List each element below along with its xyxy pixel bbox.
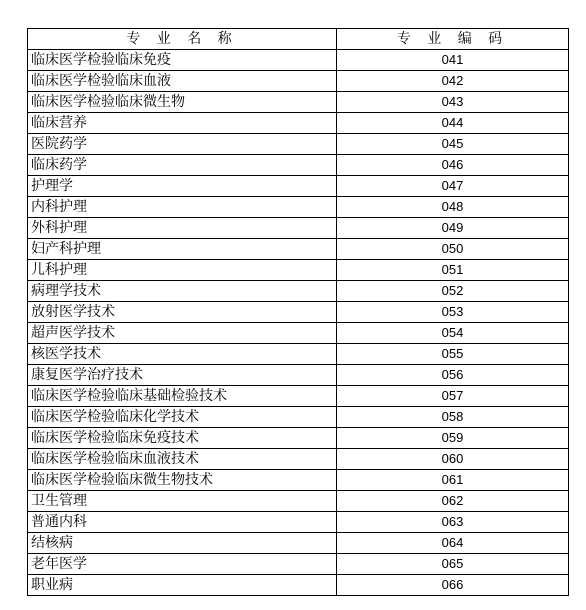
table-row xyxy=(28,134,569,155)
major-name-cell: 老年医学 xyxy=(28,554,337,575)
major-name-cell: 儿科护理 xyxy=(28,260,337,281)
table-row xyxy=(28,365,569,386)
major-code-cell: 056 xyxy=(337,365,569,386)
major-code-cell: 062 xyxy=(337,491,569,512)
major-code-cell: 065 xyxy=(337,554,569,575)
table-row xyxy=(28,575,569,596)
table-row xyxy=(28,71,569,92)
major-name-cell: 康复医学治疗技术 xyxy=(28,365,337,386)
table-row xyxy=(28,113,569,134)
table-row xyxy=(28,92,569,113)
major-name-cell: 外科护理 xyxy=(28,218,337,239)
major-code-cell: 046 xyxy=(337,155,569,176)
major-code-cell: 058 xyxy=(337,407,569,428)
major-code-cell: 061 xyxy=(337,470,569,491)
table-row xyxy=(28,533,569,554)
major-code-cell: 051 xyxy=(337,260,569,281)
header-major-name: 专 业 名 称 xyxy=(28,29,337,50)
major-code-cell: 047 xyxy=(337,176,569,197)
major-code-cell: 054 xyxy=(337,323,569,344)
majors-table xyxy=(27,28,569,596)
table-row xyxy=(28,323,569,344)
major-name-cell: 临床医学检验临床免疫 xyxy=(28,50,337,71)
major-name-cell: 临床医学检验临床血液 xyxy=(28,71,337,92)
table-row xyxy=(28,512,569,533)
major-code-cell: 041 xyxy=(337,50,569,71)
major-name-cell: 临床营养 xyxy=(28,113,337,134)
major-code-cell: 064 xyxy=(337,533,569,554)
major-code-cell: 042 xyxy=(337,71,569,92)
major-code-cell: 066 xyxy=(337,575,569,596)
major-name-cell: 超声医学技术 xyxy=(28,323,337,344)
major-name-cell: 卫生管理 xyxy=(28,491,337,512)
major-name-cell: 普通内科 xyxy=(28,512,337,533)
major-name-cell: 临床医学检验临床基础检验技术 xyxy=(28,386,337,407)
major-name-cell: 临床医学检验临床血液技术 xyxy=(28,449,337,470)
table-row xyxy=(28,281,569,302)
major-code-cell: 048 xyxy=(337,197,569,218)
major-name-cell: 职业病 xyxy=(28,575,337,596)
table-row xyxy=(28,491,569,512)
major-code-cell: 053 xyxy=(337,302,569,323)
major-code-cell: 043 xyxy=(337,92,569,113)
table-row xyxy=(28,155,569,176)
table-row xyxy=(28,50,569,71)
major-name-cell: 临床医学检验临床微生物技术 xyxy=(28,470,337,491)
table-row xyxy=(28,239,569,260)
table-row xyxy=(28,302,569,323)
header-major-code: 专 业 编 码 xyxy=(337,29,569,50)
table-row xyxy=(28,218,569,239)
major-name-cell: 妇产科护理 xyxy=(28,239,337,260)
major-code-cell: 063 xyxy=(337,512,569,533)
table-row xyxy=(28,197,569,218)
table-row xyxy=(28,407,569,428)
major-name-cell: 结核病 xyxy=(28,533,337,554)
major-code-cell: 059 xyxy=(337,428,569,449)
table-row xyxy=(28,260,569,281)
table-header-row xyxy=(28,29,569,50)
major-name-cell: 病理学技术 xyxy=(28,281,337,302)
major-name-cell: 医院药学 xyxy=(28,134,337,155)
major-name-cell: 放射医学技术 xyxy=(28,302,337,323)
major-code-cell: 045 xyxy=(337,134,569,155)
major-name-cell: 临床药学 xyxy=(28,155,337,176)
major-name-cell: 护理学 xyxy=(28,176,337,197)
table-row xyxy=(28,449,569,470)
major-code-cell: 060 xyxy=(337,449,569,470)
table-row xyxy=(28,344,569,365)
major-code-cell: 050 xyxy=(337,239,569,260)
major-code-cell: 044 xyxy=(337,113,569,134)
major-name-cell: 临床医学检验临床免疫技术 xyxy=(28,428,337,449)
major-name-cell: 临床医学检验临床微生物 xyxy=(28,92,337,113)
major-code-cell: 052 xyxy=(337,281,569,302)
table-body xyxy=(28,50,569,596)
table-row xyxy=(28,470,569,491)
major-name-cell: 临床医学检验临床化学技术 xyxy=(28,407,337,428)
table-row xyxy=(28,176,569,197)
table-row xyxy=(28,554,569,575)
major-name-cell: 核医学技术 xyxy=(28,344,337,365)
major-code-cell: 055 xyxy=(337,344,569,365)
major-code-cell: 049 xyxy=(337,218,569,239)
major-code-cell: 057 xyxy=(337,386,569,407)
major-name-cell: 内科护理 xyxy=(28,197,337,218)
table-row xyxy=(28,428,569,449)
table-row xyxy=(28,386,569,407)
